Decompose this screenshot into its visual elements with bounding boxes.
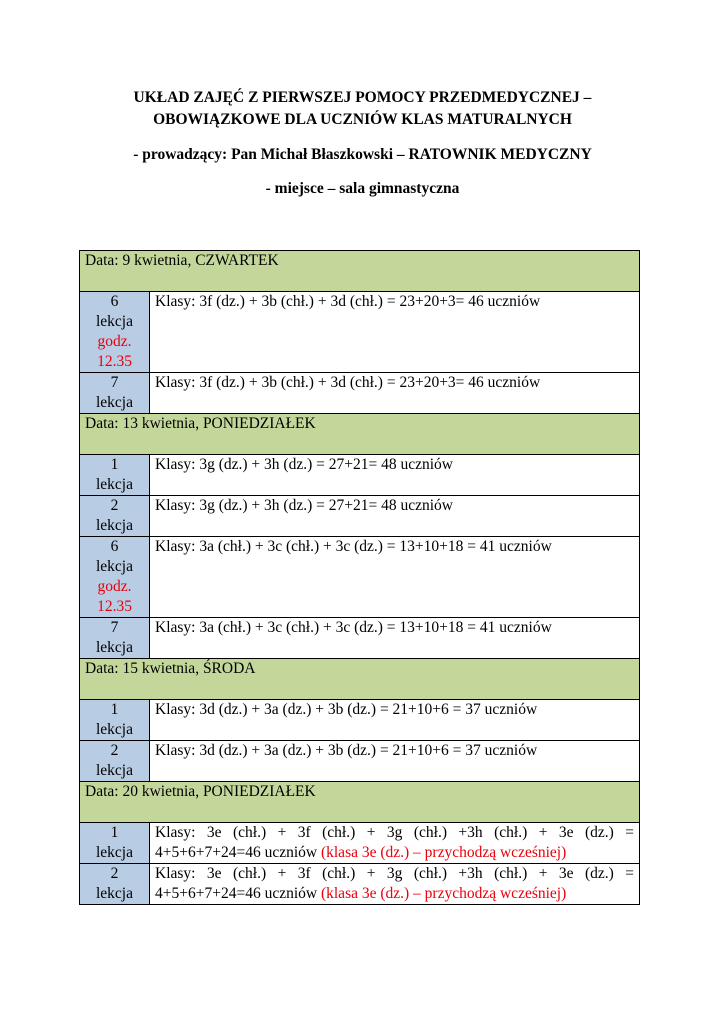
lesson-time: 12.35 xyxy=(97,598,132,615)
lesson-word: lekcja xyxy=(95,476,133,493)
instructor-line: - prowadzący: Pan Michał Błaszkowski – RATOWNIK MEDYCZNY xyxy=(133,146,592,163)
title-line-2: OBOWIĄZKOWE DLA UCZNIÓW KLAS MATURALNYCH xyxy=(153,111,572,128)
lesson-cell xyxy=(80,455,150,496)
title-line-1: UKŁAD ZAJĘĆ Z PIERWSZEJ POMOCY PRZEDMEDYCZNEJ – xyxy=(133,89,592,106)
classes-cell xyxy=(150,823,640,864)
lesson-number: 7 xyxy=(110,374,119,391)
lesson-word: lekcja xyxy=(95,762,133,779)
lesson-number: 6 xyxy=(110,293,119,310)
date-cell: Data: 20 kwietnia, PONIEDZIAŁEK xyxy=(80,782,640,823)
lesson-cell xyxy=(80,537,150,618)
lesson-time: 12.35 xyxy=(97,353,132,370)
date-row xyxy=(80,659,640,700)
classes-cell: Klasy: 3f (dz.) + 3b (chł.) + 3d (chł.) = 23+20+3= 46 uczniów xyxy=(150,373,640,414)
document-title xyxy=(0,87,725,131)
lesson-row xyxy=(80,823,640,864)
classes-cell: Klasy: 3f (dz.) + 3b (chł.) + 3d (chł.) = 23+20+3= 46 uczniów xyxy=(150,292,640,373)
lesson-row xyxy=(80,455,640,496)
lesson-cell xyxy=(80,618,150,659)
lesson-cell xyxy=(80,864,150,905)
lesson-number: 6 xyxy=(110,538,119,555)
lesson-cell xyxy=(80,700,150,741)
classes-note: (klasa 3e (dz.) – przychodzą wcześniej) xyxy=(320,885,567,902)
lesson-cell xyxy=(80,496,150,537)
lesson-cell xyxy=(80,823,150,864)
lesson-word: lekcja xyxy=(95,885,133,902)
classes-cell: Klasy: 3d (dz.) + 3a (dz.) + 3b (dz.) = 21+10+6 = 37 uczniów xyxy=(150,700,640,741)
date-row xyxy=(80,414,640,455)
lesson-word: lekcja xyxy=(95,844,133,861)
classes-text: Klasy: 3e (chł.) + 3f (chł.) + 3g (chł.) +3h (chł.) + 3e (dz.) = 4+5+6+7+24=46 uczniów xyxy=(155,865,634,902)
lesson-cell xyxy=(80,373,150,414)
classes-cell: Klasy: 3d (dz.) + 3a (dz.) + 3b (dz.) = 21+10+6 = 37 uczniów xyxy=(150,741,640,782)
lesson-cell xyxy=(80,741,150,782)
lesson-number: 1 xyxy=(110,701,119,718)
lesson-number: 2 xyxy=(110,497,119,514)
lesson-number: 2 xyxy=(110,742,119,759)
lesson-number: 7 xyxy=(110,619,119,636)
date-row xyxy=(80,251,640,292)
lesson-word: lekcja xyxy=(95,558,133,575)
lesson-word: lekcja xyxy=(95,394,133,411)
lesson-word: lekcja xyxy=(95,313,133,330)
location-line: - miejsce – sala gimnastyczna xyxy=(265,180,460,197)
schedule-table xyxy=(79,250,640,905)
date-cell: Data: 13 kwietnia, PONIEDZIAŁEK xyxy=(80,414,640,455)
lesson-row xyxy=(80,496,640,537)
lesson-row xyxy=(80,741,640,782)
classes-cell: Klasy: 3a (chł.) + 3c (chł.) + 3c (dz.) = 13+10+18 = 41 uczniów xyxy=(150,618,640,659)
lesson-word: lekcja xyxy=(95,721,133,738)
lesson-word: lekcja xyxy=(95,517,133,534)
classes-cell: Klasy: 3g (dz.) + 3h (dz.) = 27+21= 48 uczniów xyxy=(150,455,640,496)
lesson-number: 2 xyxy=(110,865,119,882)
lesson-row xyxy=(80,292,640,373)
lesson-time-label: godz. xyxy=(97,578,132,595)
classes-cell: Klasy: 3a (chł.) + 3c (chł.) + 3c (dz.) = 13+10+18 = 41 uczniów xyxy=(150,537,640,618)
date-cell: Data: 9 kwietnia, CZWARTEK xyxy=(80,251,640,292)
date-row xyxy=(80,782,640,823)
lesson-time-label: godz. xyxy=(97,333,132,350)
lesson-word: lekcja xyxy=(95,639,133,656)
classes-cell xyxy=(150,864,640,905)
date-cell: Data: 15 kwietnia, ŚRODA xyxy=(80,659,640,700)
classes-text: Klasy: 3e (chł.) + 3f (chł.) + 3g (chł.) +3h (chł.) + 3e (dz.) = 4+5+6+7+24=46 uczniów xyxy=(155,824,634,861)
lesson-number: 1 xyxy=(110,824,119,841)
lesson-row xyxy=(80,618,640,659)
lesson-row xyxy=(80,373,640,414)
lesson-row xyxy=(80,700,640,741)
lesson-number: 1 xyxy=(110,456,119,473)
lesson-row xyxy=(80,537,640,618)
classes-note: (klasa 3e (dz.) – przychodzą wcześniej) xyxy=(320,844,567,861)
lesson-row xyxy=(80,864,640,905)
classes-cell: Klasy: 3g (dz.) + 3h (dz.) = 27+21= 48 uczniów xyxy=(150,496,640,537)
lesson-cell xyxy=(80,292,150,373)
